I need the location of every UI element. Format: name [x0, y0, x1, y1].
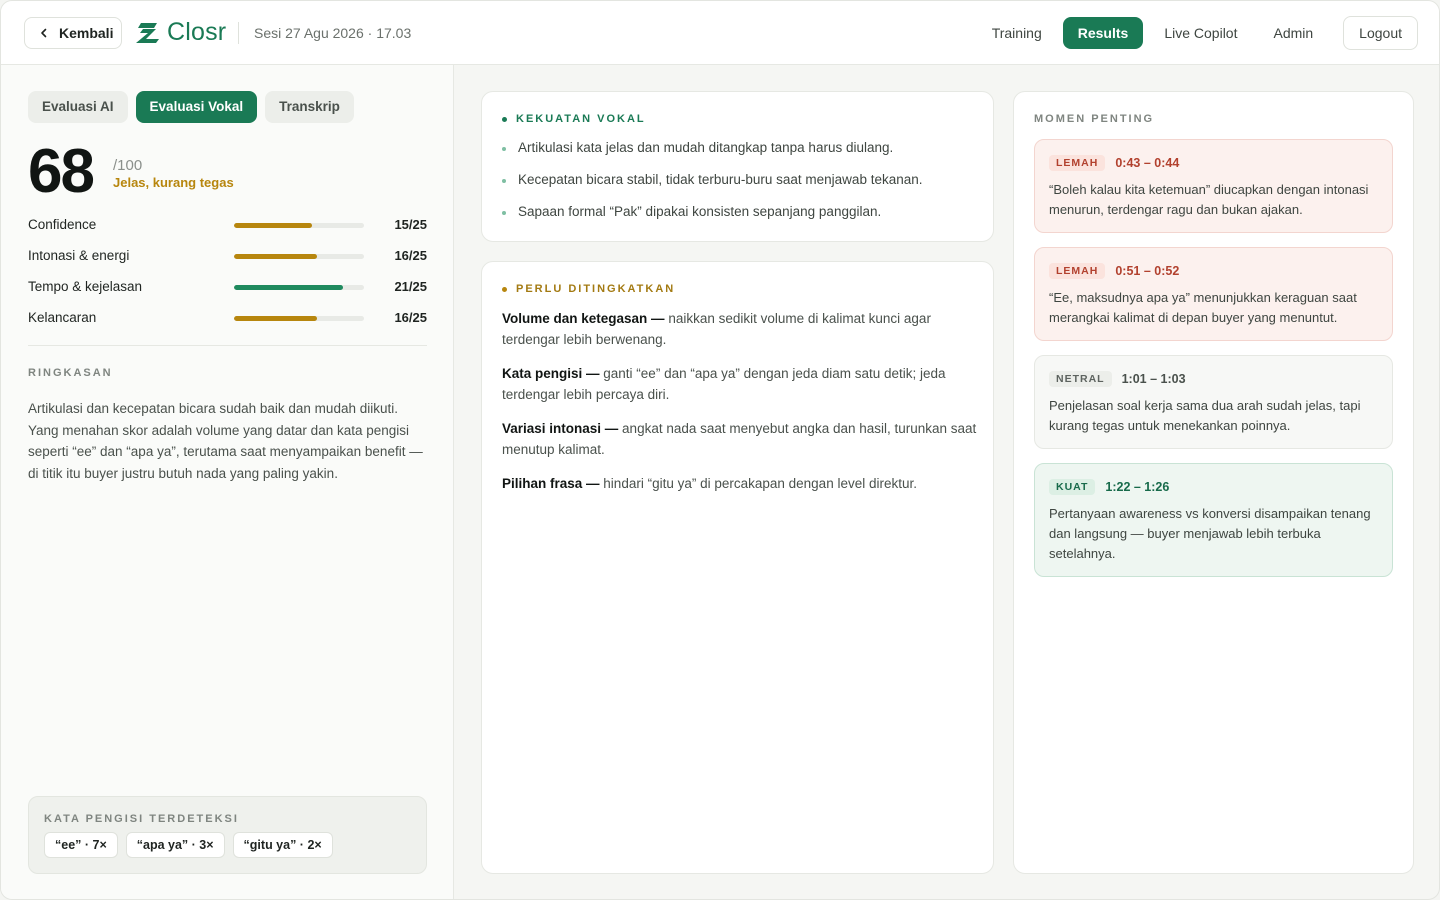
- filler-chip: “apa ya” · 3×: [126, 832, 225, 858]
- metric-row: [28, 215, 427, 246]
- moment-badge: LEMAH: [1049, 155, 1105, 171]
- main-nav: [974, 16, 1418, 50]
- item-text: hindari “gitu ya” di percakapan dengan level direktur.: [599, 476, 917, 491]
- moment-item[interactable]: [1034, 355, 1393, 449]
- bullet-icon: [502, 147, 506, 151]
- strengths-list: [502, 140, 972, 236]
- list-item: [502, 140, 972, 172]
- top-bar: [1, 1, 1440, 65]
- tab-evaluasi-vokal[interactable]: Evaluasi Vokal: [136, 91, 258, 123]
- filler-chip: “ee” · 7×: [44, 832, 118, 858]
- improvement-list: [502, 308, 977, 507]
- item-head: Kata pengisi —: [502, 366, 600, 381]
- summary-label: RINGKASAN: [28, 367, 113, 379]
- metric-value: 15/25: [394, 217, 427, 232]
- metric-row: [28, 277, 427, 308]
- bullet-icon: [502, 179, 506, 183]
- item-text: naikkan sedikit volume di kalimat kunci agar terdengar lebih berwenang.: [502, 311, 931, 347]
- metric-bar: [234, 316, 364, 321]
- score-max: /100: [113, 157, 143, 174]
- moment-time: 0:51 – 0:52: [1115, 264, 1180, 278]
- score-description: Jelas, kurang tegas: [113, 175, 234, 190]
- filler-chip: “gitu ya” · 2×: [233, 832, 333, 858]
- metric-value: 21/25: [394, 279, 427, 294]
- moment-badge: LEMAH: [1049, 263, 1105, 279]
- moments-title: MOMEN PENTING: [1034, 113, 1155, 125]
- filler-chips: [44, 832, 333, 858]
- summary-text: Artikulasi dan kecepatan bicara sudah baik dan mudah diikuti. Yang menahan skor adalah volume yang datar dan kata pengisi seperti “ee” dan “apa ya”, terutama saat menyampaikan benefit — di titik itu buyer justru butuh nada yang paling yakin.: [28, 401, 423, 481]
- moment-time: 0:43 – 0:44: [1115, 156, 1180, 170]
- filler-words-box: [28, 796, 427, 874]
- card-title: [502, 283, 675, 295]
- item-head: Volume dan ketegasan —: [502, 311, 665, 326]
- list-item: [502, 363, 977, 405]
- metric-label: Confidence: [28, 217, 97, 232]
- filler-words-label: KATA PENGISI TERDETEKSI: [44, 813, 239, 825]
- metric-bar: [234, 285, 364, 290]
- moment-text: Pertanyaan awareness vs konversi disampaikan tenang dan langsung — buyer menjawab lebih terbuka setelahnya.: [1049, 506, 1371, 561]
- divider: [28, 345, 427, 346]
- improve-title: PERLU DITINGKATKAN: [516, 283, 676, 295]
- dot-icon: [502, 117, 507, 122]
- moment-badge: KUAT: [1049, 479, 1095, 495]
- nav-results[interactable]: Results: [1063, 17, 1144, 49]
- dot-icon: [502, 287, 507, 292]
- list-item: [502, 473, 977, 494]
- chevron-left-icon: [39, 28, 49, 38]
- metric-label: Kelancaran: [28, 310, 97, 325]
- tab-transkrip[interactable]: Transkrip: [265, 91, 354, 123]
- list-item: [502, 172, 972, 204]
- metric-label: Intonasi & energi: [28, 248, 130, 263]
- moment-text: Penjelasan soal kerja sama dua arah sudah jelas, tapi kurang tegas untuk menekankan poinnya.: [1049, 398, 1361, 433]
- list-item: [502, 308, 977, 350]
- item-head: Pilihan frasa —: [502, 476, 600, 491]
- header-divider: [238, 22, 239, 44]
- list-item-text: Kecepatan bicara stabil, tidak terburu-buru saat menjawab tekanan.: [518, 172, 923, 187]
- metric-bar: [234, 254, 364, 259]
- list-item: [502, 204, 972, 236]
- moment-badge: NETRAL: [1049, 371, 1112, 387]
- metric-fill: [234, 254, 317, 259]
- logout-button[interactable]: Logout: [1343, 16, 1418, 50]
- evaluation-panel: [1, 65, 454, 900]
- list-item-text: Sapaan formal “Pak” dipakai konsisten sepanjang panggilan.: [518, 204, 882, 219]
- moment-text: “Ee, maksudnya apa ya” menunjukkan keraguan saat merangkai kalimat di depan buyer yang menuntut.: [1049, 290, 1357, 325]
- moment-item[interactable]: [1034, 139, 1393, 233]
- item-text: angkat nada saat menyebut angka dan hasil, turunkan saat menutup kalimat.: [502, 421, 977, 457]
- nav-live-copilot[interactable]: Live Copilot: [1164, 25, 1238, 41]
- item-text: ganti “ee” dan “apa ya” dengan jeda diam satu detik; jeda terdengar lebih percaya diri.: [502, 366, 946, 402]
- metric-label: Tempo & kejelasan: [28, 279, 143, 294]
- closr-logo-icon: [135, 20, 161, 44]
- evaluation-tabs: [28, 91, 354, 123]
- improvement-card: [481, 261, 994, 874]
- brand-logo: [135, 19, 226, 45]
- moment-time: 1:01 – 1:03: [1121, 372, 1186, 386]
- metric-row: [28, 246, 427, 277]
- metric-value: 16/25: [394, 248, 427, 263]
- moment-item[interactable]: [1034, 463, 1393, 577]
- metric-value: 16/25: [394, 310, 427, 325]
- bullet-icon: [502, 211, 506, 215]
- metric-fill: [234, 316, 317, 321]
- session-info: Sesi 27 Agu 2026 · 17.03: [254, 25, 412, 41]
- list-item: [502, 418, 977, 460]
- card-title: [502, 113, 646, 125]
- list-item-text: Artikulasi kata jelas dan mudah ditangkap tanpa harus diulang.: [518, 140, 894, 155]
- back-label: Kembali: [59, 25, 114, 41]
- brand-name: Closr: [167, 18, 227, 46]
- nav-admin[interactable]: Admin: [1273, 25, 1314, 41]
- metric-row: [28, 308, 427, 339]
- metric-bar: [234, 223, 364, 228]
- overall-score: 68: [28, 137, 93, 206]
- metric-fill: [234, 285, 343, 290]
- metric-fill: [234, 223, 312, 228]
- moment-text: “Boleh kalau kita ketemuan” diucapkan dengan intonasi menurun, terdengar ragu dan bukan ajakan.: [1049, 182, 1369, 217]
- item-head: Variasi intonasi —: [502, 421, 619, 436]
- tab-evaluasi-ai[interactable]: Evaluasi AI: [28, 91, 128, 123]
- back-button[interactable]: [24, 17, 122, 49]
- moment-item[interactable]: [1034, 247, 1393, 341]
- strengths-title: KEKUATAN VOKAL: [516, 113, 646, 125]
- nav-training[interactable]: Training: [991, 25, 1042, 41]
- moment-time: 1:22 – 1:26: [1105, 480, 1170, 494]
- vocal-strengths-card: [481, 91, 994, 242]
- metric-list: [28, 215, 427, 339]
- key-moments-card: [1013, 91, 1414, 874]
